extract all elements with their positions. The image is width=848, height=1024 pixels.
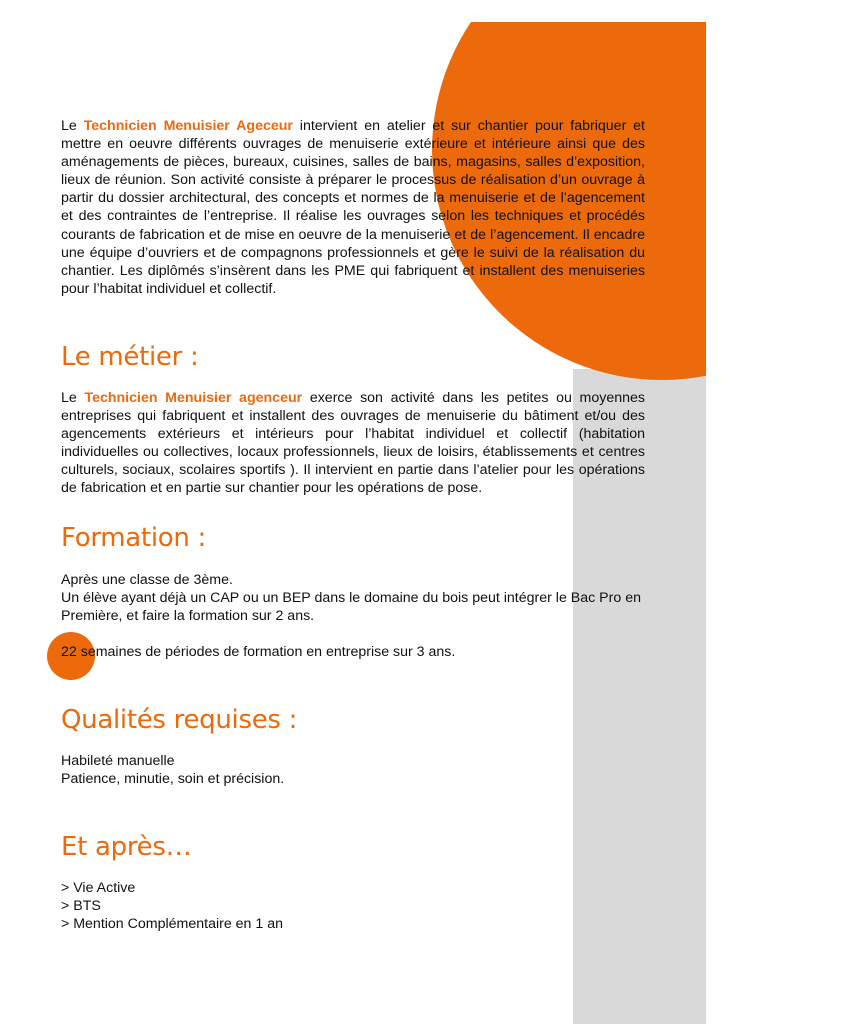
intro-text: intervient en atelier et sur chantier pour fabriquer et mettre en oeuvre différents ouvrages de menuiserie extérieure et intérieure ainsi que des aménagements de pièces, bureaux, cuisines, salles de bains, magasins, salles d’exposition, lieux de réunion. Son activité consiste à préparer le processus de réalisation d’un ouvrage à partir du dossier architectural, des concepts et normes de la menuiserie et de l’agencement et des contraintes de l’entreprise. Il réalise les ouvrages selon les techniques et procédés courants de fabrication et de mise en oeuvre de la menuiserie et de l’agencement. Il encadre une équipe d’ouvriers et de compagnons professionnels et gère le suivi de la réalisation du chantier. Les diplômés s’insèrent dans les PME qui fabriquent et installent des menuiseries pour l’habitat individuel et collectif. — [61, 118, 645, 297]
page-right-margin — [706, 0, 848, 1024]
formation-line-2: Un élève ayant déjà un CAP ou un BEP dans le domaine du bois peut intégrer le Bac Pro en Première, et faire la formation sur 2 ans. — [61, 590, 641, 625]
list-item: Habileté manuelle — [61, 753, 175, 769]
section-title-qualites: Qualités requises : — [61, 705, 298, 735]
qualites-list — [61, 752, 284, 788]
list-item: > Vie Active — [61, 880, 136, 896]
formation-content — [61, 571, 645, 661]
metier-prefix: Le — [61, 390, 85, 406]
formation-line-3: 22 semaines de périodes de formation en entreprise sur 3 ans. — [61, 644, 456, 661]
metier-highlight: Technicien Menuisier agenceur — [84, 390, 303, 406]
section-title-metier: Le métier : — [61, 342, 199, 372]
intro-paragraph — [61, 117, 645, 298]
section-title-apres: Et après… — [61, 832, 192, 862]
formation-line-1: Après une classe de 3ème. — [61, 572, 233, 588]
list-item: Patience, minutie, soin et précision. — [61, 771, 285, 788]
metier-text: exerce son activité dans les petites ou moyennes entreprises qui fabriquent et installent des ouvrages de menuiserie du bâtiment et/ou des agencements extérieurs et intérieurs pour l’habitat individuel et collectif (habitation individuelles ou collectives, locaux professionnels, lieux de loisirs, établissements et centres culturels, sociaux, scolaires sportifs ). Il intervient en partie dans l’atelier pour les opérations de fabrication et en partie sur chantier pour les opérations de pose. — [61, 390, 646, 497]
section-title-formation: Formation : — [61, 523, 206, 553]
list-item: > BTS — [61, 898, 101, 915]
apres-list — [61, 879, 283, 933]
list-item: > Mention Complémentaire en 1 an — [61, 916, 284, 933]
page-top-margin — [0, 0, 848, 22]
metier-paragraph — [61, 389, 645, 498]
intro-highlight: Technicien Menuisier Ageceur — [83, 118, 293, 134]
intro-prefix: Le — [61, 118, 84, 134]
